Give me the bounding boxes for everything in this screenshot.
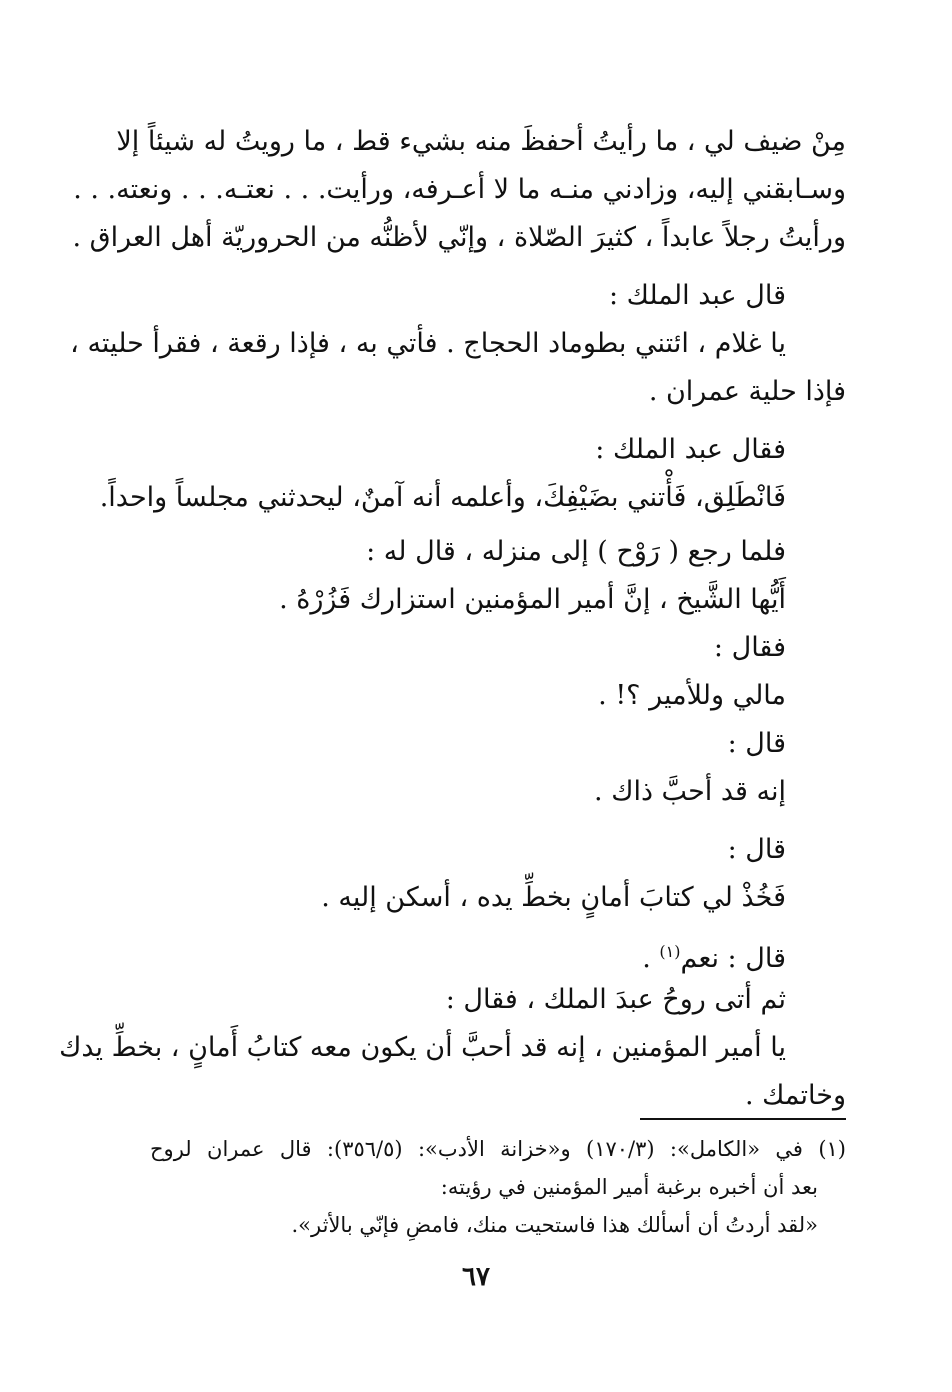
footnote-line-1: (١) في «الكامل»: (١٧٠/٣) و«خزانة الأدب»: (٣٥٦/٥): قال عمران لروح xyxy=(150,1137,846,1161)
text-line-14: إنه قد أحبَّ ذاك . xyxy=(594,776,786,807)
text-line-9: فلما رجع ( رَوْح ) إلى منزله ، قال له : xyxy=(366,536,786,567)
footnote-divider xyxy=(640,1118,846,1120)
text-line-16: فَخُذْ لي كتابَ أمانٍ بخطِّ يده ، أسكن إليه . xyxy=(321,882,786,913)
text-line-13: قال : xyxy=(727,728,786,759)
text-line-11: فقال : xyxy=(713,632,786,663)
text-line-17-end: . xyxy=(642,943,660,974)
main-text xyxy=(59,118,846,1120)
page-number: ٦٧ xyxy=(462,1262,490,1292)
footnote-line-2: بعد أن أخبره برغبة أمير المؤمنين في رؤيته: xyxy=(440,1175,818,1199)
text-line-18: ثم أتى روحُ عبدَ الملك ، فقال : xyxy=(445,984,786,1015)
text-line-4: قال عبد الملك : xyxy=(608,280,786,311)
text-line-12: مالي وللأمير ؟! . xyxy=(598,680,786,711)
text-line-17 xyxy=(150,928,846,976)
text-line-5: يا غلام ، ائتني بطوماد الحجاج . فأتي به ، فإذا رقعة ، فقرأ حليته ، xyxy=(70,328,786,359)
footnotes xyxy=(150,1130,846,1244)
text-line-1: مِنْ ضيف لي ، ما رأيتُ أحفظَ منه بشيء قط ، ما رويتُ له شيئاً إلا xyxy=(116,126,846,157)
text-line-3: ورأيتُ رجلاً عابداً ، كثيرَ الصّلاة ، وإنّي لأظنُّه من الحروريّة أهل العراق . xyxy=(72,222,846,253)
text-line-17-text: قال : نعم xyxy=(680,943,786,974)
footnote-reference: (١) xyxy=(659,942,681,961)
text-line-20: وخاتمك . xyxy=(745,1080,846,1111)
text-line-19: يا أمير المؤمنين ، إنه قد أحبَّ أن يكون معه كتابُ أَمانٍ ، بخطِّ يدك xyxy=(59,1032,786,1063)
text-line-6: فإذا حلية عمران . xyxy=(648,376,846,407)
text-line-7: فقال عبد الملك : xyxy=(595,434,786,465)
footnote-line-3: «لقد أردتُ أن أسألك هذا فاستحيت منك، فامضِ فإنّي بالأثر». xyxy=(291,1213,818,1237)
text-line-2: وسـابقني إليه، وزادني منـه ما لا أعـرفه، ورأيت. . . نعتـه. . . ونعته. . . xyxy=(73,174,846,205)
text-line-10: أَيُّها الشَّيخ ، إنَّ أمير المؤمنين استزارك فَزُرْهُ . xyxy=(279,584,786,615)
text-line-8: فَانْطَلِق، فَأْتني بضَيْفِكَ، وأعلمه أنه آمنٌ، ليحدثني مجلساً واحداً. xyxy=(99,482,786,513)
text-line-15: قال : xyxy=(727,834,786,865)
